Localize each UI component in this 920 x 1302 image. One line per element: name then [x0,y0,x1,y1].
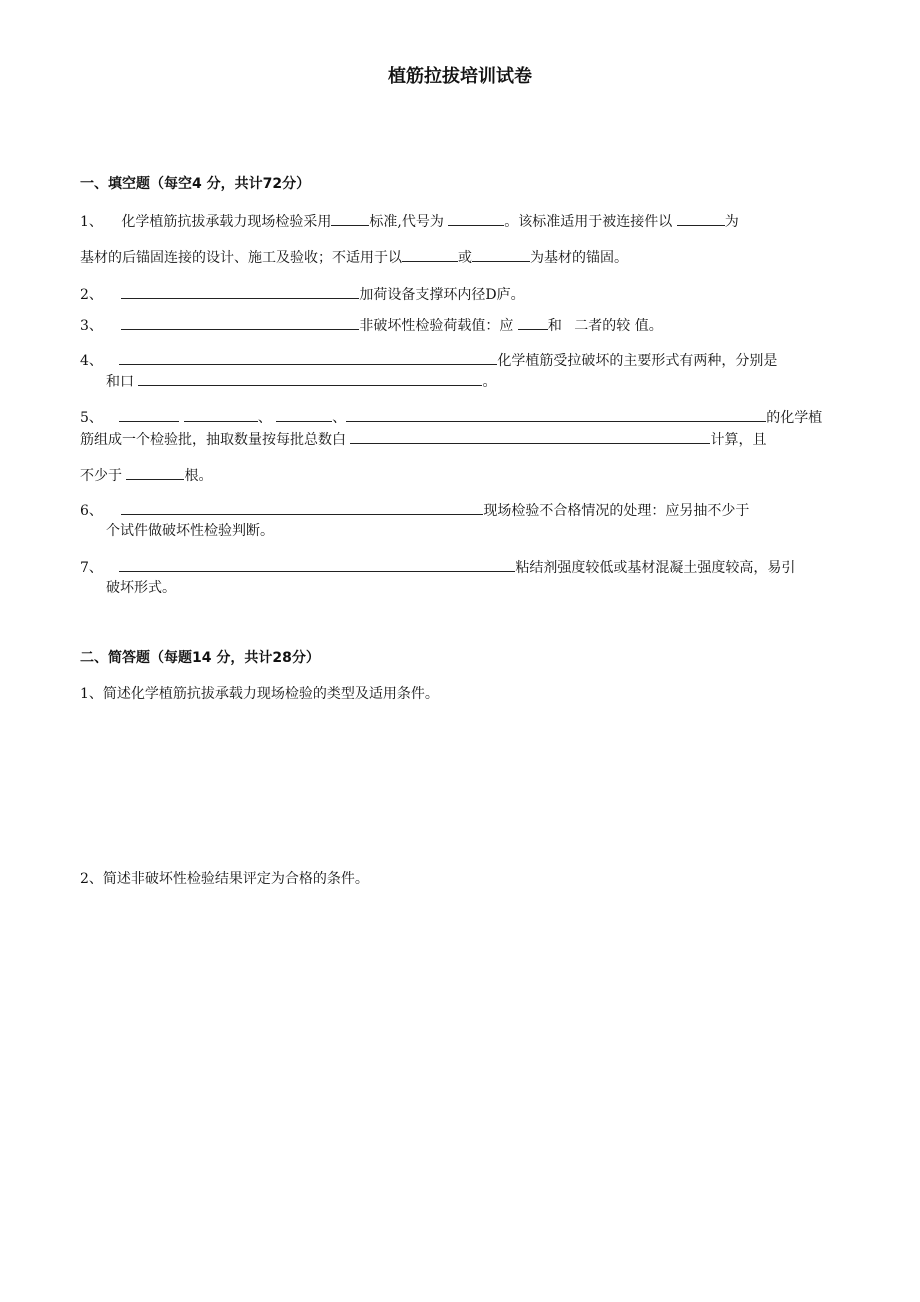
question-5-line-2 [80,429,766,449]
question-6-line-1 [80,500,749,520]
question-2 [80,284,525,304]
answer-blank[interactable] [119,350,497,365]
question-3-text-c: 二者的较 [574,318,631,334]
answer-blank[interactable] [276,407,332,422]
answer-blank[interactable] [184,407,258,422]
question-5-separator-1: 、 [257,410,272,426]
question-4-text-a: 化学植筋受拉破坏的主要形式有两种，分别是 [497,353,778,369]
question-1-line-1 [80,211,739,231]
question-5-line-1 [80,407,822,427]
question-2-number: 2、 [80,287,103,303]
question-5-line-3 [80,465,212,485]
question-5-text-a: 的化学植 [766,410,823,426]
question-1-text-g: 为基材的锚固。 [530,250,628,266]
question-5-text-b: 筋组成一个检验批，抽取数量按每批总数白 [80,432,346,448]
answer-blank[interactable] [121,500,483,515]
question-3-number: 3、 [80,318,103,334]
short-answer-question-1: 1、简述化学植筋抗拔承载力现场检验的类型及适用条件。 [80,686,439,702]
answer-blank[interactable] [138,371,482,386]
question-1-text-b: 标准,代号为 [369,214,444,230]
section-2-heading: 二、简答题（每题14 分，共计28分） [80,650,320,666]
short-answer-question-2: 2、简述非破坏性检验结果评定为合格的条件。 [80,871,369,887]
question-3-text-a: 非破坏性检验荷载值：应 [359,318,514,334]
answer-blank[interactable] [119,407,179,422]
question-7-line-1 [80,557,795,577]
question-6-text-b: 个试件做破坏性检验判断。 [106,523,274,539]
answer-blank[interactable] [472,247,530,262]
question-5-separator-2: 、 [332,410,347,426]
answer-blank[interactable] [119,557,515,572]
answer-blank[interactable] [350,429,710,444]
question-4-number: 4、 [80,353,103,369]
question-7-line-2 [106,579,176,597]
question-6-line-2 [106,522,274,540]
question-6-number: 6、 [80,503,103,519]
answer-blank[interactable] [346,407,766,422]
question-1-text-a: 化学植筋抗拔承载力现场检验采用 [121,214,332,230]
question-1-text-c: 。该标准适用于被连接件以 [504,214,673,230]
question-1-line-2 [80,247,628,267]
question-7-text-b: 破坏形式。 [106,580,176,596]
question-7-number: 7、 [80,560,103,576]
answer-blank[interactable] [448,211,504,226]
question-6-text-a: 现场检验不合格情况的处理：应另抽不少于 [483,503,750,519]
section-1-heading: 一、填空题（每空4 分，共计72分） [80,176,311,192]
question-4-line-2 [106,371,496,391]
question-4-text-c: 。 [482,374,497,390]
answer-blank[interactable] [126,465,184,480]
question-3 [80,315,663,335]
question-2-text: 加荷设备支撑环内径D庐。 [359,287,525,303]
question-5-text-d: 不少于 [80,468,122,484]
answer-blank[interactable] [677,211,725,226]
question-5-number: 5、 [80,410,103,426]
question-7-text-a: 粘结剂强度较低或基材混凝土强度较高，易引 [515,560,796,576]
question-1-text-e: 基材的后锚固连接的设计、施工及验收；不适用于以 [80,250,402,266]
question-1-number: 1、 [80,214,103,230]
answer-blank[interactable] [402,247,458,262]
question-1-text-d: 为 [724,214,739,230]
answer-blank[interactable] [518,315,548,330]
question-4-line-1 [80,350,777,370]
question-3-text-b: 和 [547,318,562,334]
answer-blank[interactable] [121,284,359,299]
question-5-text-c: 计算，且 [710,432,767,448]
question-4-text-b: 和口 [106,374,134,390]
question-5-text-e: 根。 [184,468,213,484]
answer-blank[interactable] [121,315,359,330]
answer-blank[interactable] [331,211,369,226]
question-1-text-f: 或 [458,250,472,266]
page-title: 植筋拉拔培训试卷 [388,66,532,87]
question-3-text-d: 值。 [634,318,663,334]
